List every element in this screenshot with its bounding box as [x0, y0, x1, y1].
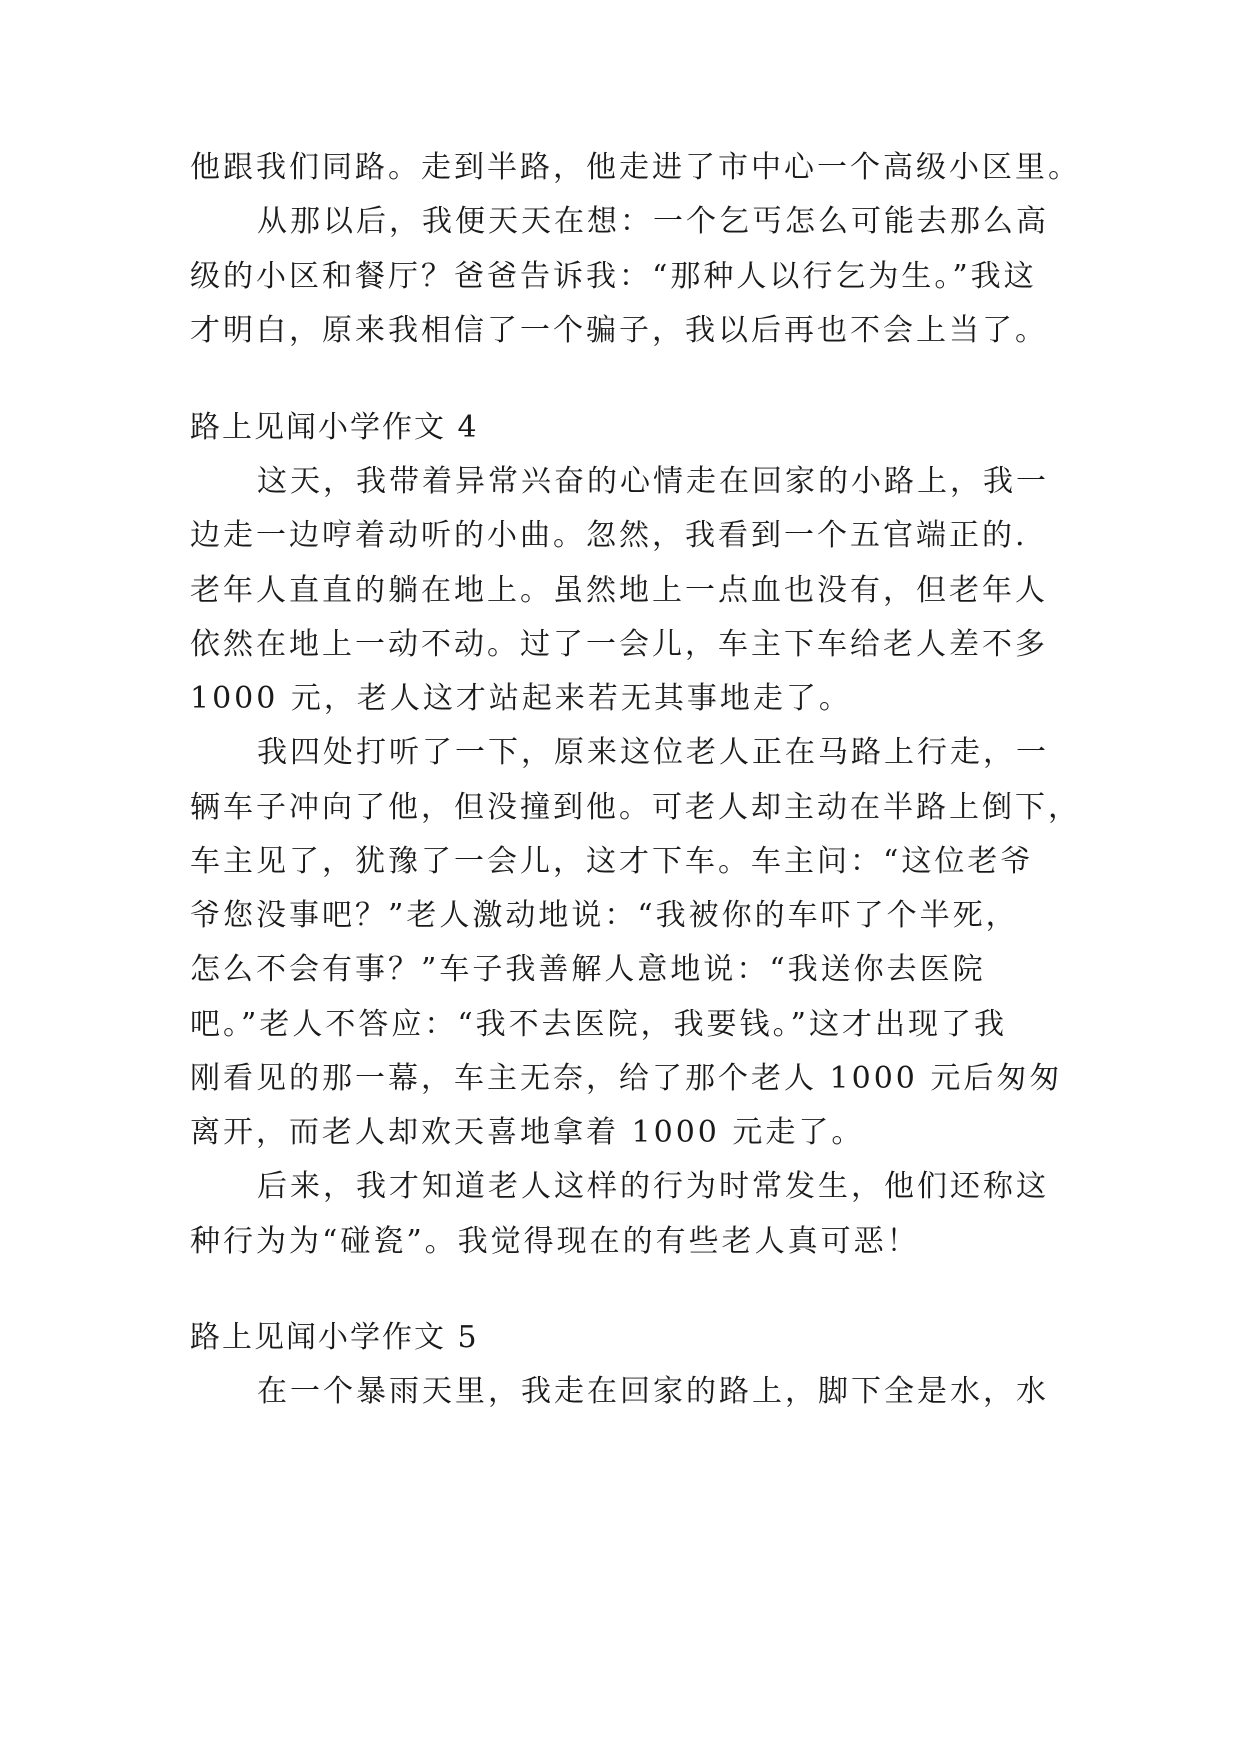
text-line: 我四处打听了一下，原来这位老人正在马路上行走，一 — [257, 735, 1049, 770]
text-line: 他跟我们同路。走到半路，他走进了市中心一个高级小区里。 — [190, 150, 1081, 185]
text-line: 才明白，原来我相信了一个骗子，我以后再也不会上当了。 — [190, 313, 1048, 348]
text-line: 吧。”老人不答应：“我不去医院，我要钱。”这才出现了我 — [190, 1007, 1008, 1042]
text-line: 1000 元，老人这才站起来若无其事地走了。 — [190, 681, 852, 716]
text-line: 车主见了，犹豫了一会儿，这才下车。车主问：“这位老爷 — [190, 844, 1034, 879]
text-line: 刚看见的那一幕，车主无奈，给了那个老人 1000 元后匆匆 — [190, 1061, 1063, 1096]
text-line: 后来，我才知道老人这样的行为时常发生，他们还称这 — [257, 1169, 1049, 1204]
text-line: 级的小区和餐厅？爸爸告诉我：“那种人以行乞为生。”我这 — [190, 259, 1037, 294]
section-heading: 路上见闻小学作文 4 — [190, 410, 479, 445]
text-line: 从那以后，我便天天在想：一个乞丐怎么可能去那么高 — [257, 204, 1049, 239]
text-line: 边走一边哼着动听的小曲。忽然，我看到一个五官端正的. — [190, 518, 1028, 553]
text-line: 爷您没事吧？”老人激动地说：“我被你的车吓了个半死， — [190, 898, 1019, 933]
text-line: 怎么不会有事？”车子我善解人意地说：“我送你去医院 — [190, 952, 986, 987]
text-line: 依然在地上一动不动。过了一会儿，车主下车给老人差不多 — [190, 627, 1048, 662]
text-line: 在一个暴雨天里，我走在回家的路上，脚下全是水，水 — [257, 1374, 1049, 1409]
section-heading: 路上见闻小学作文 5 — [190, 1320, 479, 1355]
text-line: 种行为为“碰瓷”。我觉得现在的有些老人真可恶！ — [190, 1224, 920, 1259]
text-line: 辆车子冲向了他，但没撞到他。可老人却主动在半路上倒下， — [190, 790, 1081, 825]
text-line: 老年人直直的躺在地上。虽然地上一点血也没有，但老年人 — [190, 573, 1048, 608]
text-line: 离开，而老人却欢天喜地拿着 1000 元走了。 — [190, 1115, 865, 1150]
text-line: 这天，我带着异常兴奋的心情走在回家的小路上，我一 — [257, 464, 1049, 499]
